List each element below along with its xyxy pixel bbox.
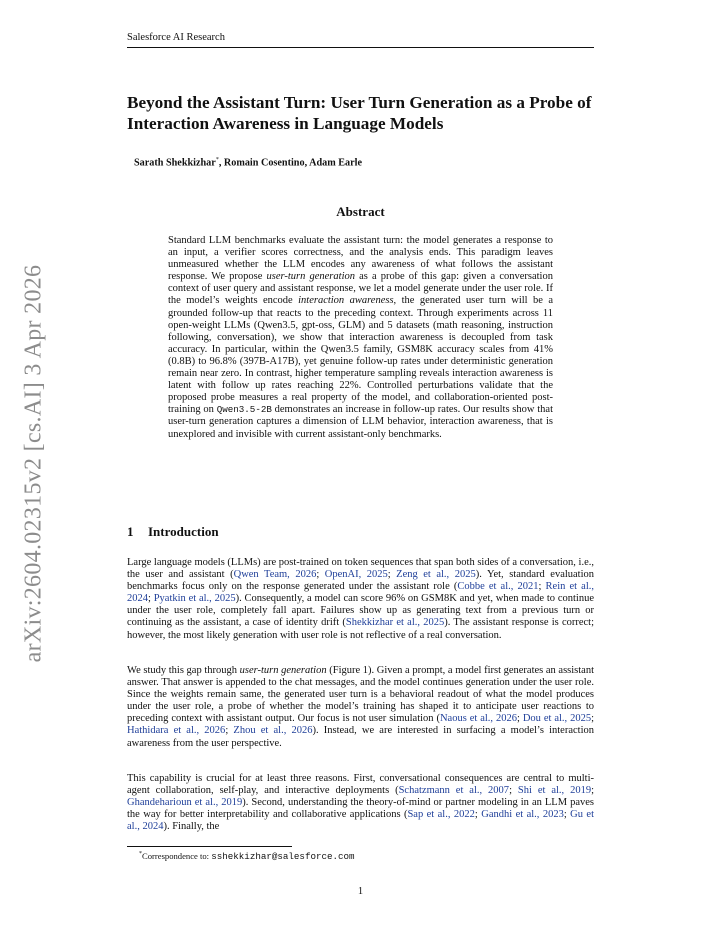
intro-paragraph-3 [127, 773, 594, 833]
abstract-heading: Abstract [336, 204, 385, 219]
running-header: Salesforce AI Research [127, 32, 594, 48]
section-number: 1 [127, 524, 134, 539]
page-number: 1 [357, 886, 364, 897]
abstract-text: demonstrates an increase in follow-up rates. Our results show that user-turn generation captures a dimension of LLM behavior, interaction awareness, that is unexplored and invisible with current assistant-only benchmarks. [168, 404, 553, 440]
body-text: ). Yet, standard evaluation benchmarks focus only on the response generated under the assistant role ( [127, 569, 595, 593]
citation-link[interactable]: Schatzmann et al., 2007 [398, 785, 510, 797]
citation-link[interactable]: Shi et al., 2019 [517, 785, 592, 797]
citation-link[interactable]: Cobbe et al., 2021 [457, 581, 539, 593]
body-text: (Figure 1). Given a prompt, a model first generates an assistant answer. That answer is appended to the chat messages, and the model continues generation under the user role. Since the weights remain same, the generated user turn is a behavioral readout of what the model produces under the user role, a probe of whether the model’s training has shaped it to anticipate user reactions to preceding context with assistant output. Our focus is not user simulation ( [127, 665, 594, 725]
citation-link[interactable]: Shekkizhar et al., 2025 [345, 617, 445, 629]
citation-link[interactable]: Dou et al., 2025 [522, 713, 592, 725]
arxiv-identifier-stamp [18, 264, 50, 662]
citation-separator: ; [148, 593, 154, 605]
footnote-text: Correspondence to: [142, 851, 212, 861]
citation-link[interactable]: Sap et al., 2022 [407, 809, 475, 821]
citation-link[interactable]: Zhou et al., 2026 [233, 725, 313, 737]
abstract-code: Qwen3.5-2B [216, 404, 272, 416]
author-rest: , Romain Cosentino, Adam Earle [218, 157, 363, 169]
abstract-text: , the generated user turn will be a grounded follow-up that reacts to the preceding context. Through experiments across 11 open-weight LLMs (Qwen3.5, gpt-oss, GLM) and 5 datasets (math reasoning, instruction following, conversation), we show that interaction awareness is decoupled from task accuracy. In particular, within the Qwen3.5 family, GSM8K accuracy scales from 41% (0.8B) to 96.8% (397B-A17B), yet genuine follow-up rates under deterministic generation remain near zero. In contrast, higher temperature sampling reveals interaction awareness is latent with follow up rates reaching 22%. Controlled perturbations validate that the proposed probe measures a real property of the model, and collaboration-oriented post-training on [168, 295, 553, 416]
paper-title: Beyond the Assistant Turn: User Turn Generation as a Probe of Interaction Awareness in Language Models [127, 93, 592, 133]
footnote-divider [127, 846, 292, 847]
correspondence-marker: * [215, 157, 219, 163]
abstract-body [168, 235, 553, 441]
citation-separator: ; [509, 785, 518, 797]
citation-separator: ; [387, 569, 397, 581]
footnote-email[interactable]: sshekkizhar@salesforce.com [211, 851, 355, 862]
citation-link[interactable]: Rein et al., 2024 [127, 581, 594, 605]
citation-link[interactable]: Zeng et al., 2025 [396, 569, 476, 581]
body-text: ). Finally, the [163, 821, 220, 833]
section-title: Introduction [148, 524, 219, 539]
citation-separator: ; [591, 785, 594, 797]
author-first: Sarath Shekkizhar [134, 157, 216, 169]
citation-link[interactable]: Pyatkin et al., 2025 [153, 593, 236, 605]
section-heading [127, 524, 594, 540]
citation-separator: ; [225, 725, 234, 737]
citation-link[interactable]: Gandhi et al., 2023 [481, 809, 564, 821]
footnote [139, 851, 594, 862]
citation-link[interactable]: Naous et al., 2026 [439, 713, 517, 725]
body-text: This capability is crucial for at least three reasons. First, conversational consequences are central to multi-agent collaboration, self-play, and interactive deployments ( [127, 773, 594, 797]
body-text: ). Consequently, a model can score 96% on GSM8K and yet, when made to continue under the user role, completely fall apart. Failures show up as generating text from a previous turn or continuing as the assistant, a case of identity drift ( [127, 593, 594, 629]
citation-link[interactable]: Gu et al., 2024 [127, 809, 595, 833]
abstract-text: as a probe of this gap: given a conversation context of user query and assistant response, we let a model generate under the user role. If the model’s weights encode [168, 271, 553, 307]
citation-separator: ; [316, 569, 325, 581]
citation-link[interactable]: OpenAI, 2025 [324, 569, 388, 581]
body-text: Large language models (LLMs) are post-trained on token sequences that span both sides of a conversation, i.e., the user and assistant ( [127, 557, 594, 581]
citation-link[interactable]: Qwen Team, 2026 [233, 569, 317, 581]
body-text: ). Second, understanding the theory-of-mind or partner modeling in an LLM paves the way for better interpretability and collaborative applications ( [127, 797, 594, 821]
citation-separator: ; [516, 713, 523, 725]
body-text: ). Instead, we are interested in surfacing a model’s interaction awareness from the user perspective. [127, 725, 594, 749]
intro-paragraph-2 [127, 665, 594, 750]
abstract-emphasis: user-turn generation [266, 271, 355, 283]
abstract-emphasis: interaction awareness [298, 295, 394, 307]
citation-link[interactable]: Hathidara et al., 2026 [127, 725, 226, 737]
citation-separator: ; [474, 809, 482, 821]
author-list [134, 157, 594, 168]
intro-paragraph-1 [127, 557, 594, 642]
arxiv-identifier-text: arXiv:2604.02315v2 [cs.AI] 3 Apr 2026 [20, 264, 47, 662]
citation-separator: ; [563, 809, 571, 821]
abstract-text: Standard LLM benchmarks evaluate the assistant turn: the model generates a response to an input, a verifier scores correctness, and the analysis ends. This paradigm leaves unmeasured whether the LLM encodes any awareness of what follows the assistant response. We propose [168, 235, 553, 283]
citation-separator: ; [591, 713, 594, 725]
body-text: We study this gap through [127, 665, 240, 676]
footnote-marker: * [139, 851, 142, 858]
body-text: ). The assistant response is correct; however, the most likely generation with user role is not reflective of a real conversation. [127, 617, 595, 641]
citation-link[interactable]: Ghandeharioun et al., 2019 [127, 797, 243, 809]
citation-separator: ; [538, 581, 546, 593]
body-emphasis: user-turn generation [239, 665, 327, 676]
